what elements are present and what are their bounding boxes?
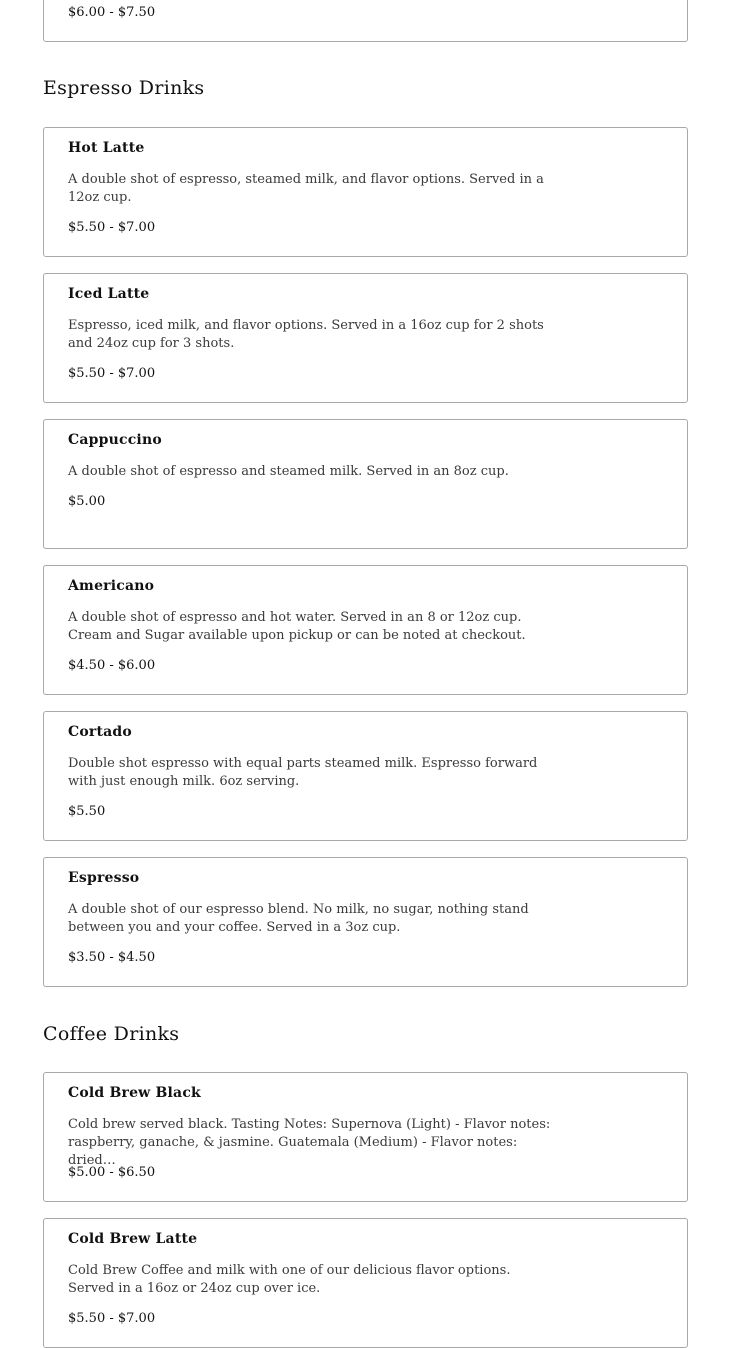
menu-item-iced-latte[interactable] — [43, 273, 688, 403]
item-name: Cold Brew Black — [68, 1085, 201, 1101]
item-price: $5.50 - $7.00 — [68, 220, 156, 235]
menu-item-americano[interactable] — [43, 565, 688, 695]
item-description: A double shot of espresso and hot water. Served in an 8 or 12oz cup. Cream and Sugar available upon pickup or can be noted at checkout. — [68, 610, 526, 643]
item-price: $5.50 - $7.00 — [68, 366, 156, 381]
section-heading-espresso-drinks: Espresso Drinks — [43, 77, 205, 99]
item-price: $5.50 — [68, 804, 106, 819]
menu-item-hot-latte[interactable] — [43, 127, 688, 257]
item-price: $3.50 - $4.50 — [68, 950, 156, 965]
item-description: A double shot of espresso and steamed milk. Served in an 8oz cup. — [68, 464, 509, 479]
menu-item-cold-brew-black[interactable] — [43, 1072, 688, 1202]
item-description: Espresso, iced milk, and flavor options. Served in a 16oz cup for 2 shots and 24oz cup for 3 shots. — [68, 318, 544, 351]
item-name: Iced Latte — [68, 286, 150, 302]
menu-item-cortado[interactable] — [43, 711, 688, 841]
item-name: Hot Latte — [68, 140, 145, 156]
item-price: $5.00 — [68, 494, 106, 509]
item-name: Cortado — [68, 724, 132, 740]
menu-item-card[interactable] — [43, 0, 688, 42]
item-name: Cold Brew Latte — [68, 1231, 198, 1247]
item-price: $5.00 - $6.50 — [68, 1165, 156, 1180]
item-price: $5.50 - $7.00 — [68, 1311, 156, 1326]
item-description: Cold Brew Coffee and milk with one of our delicious flavor options. Served in a 16oz or 24oz cup over ice. — [68, 1263, 511, 1296]
menu-item-espresso[interactable] — [43, 857, 688, 987]
menu-item-cappuccino[interactable] — [43, 419, 688, 549]
item-description: Cold brew served black. Tasting Notes: Supernova (Light) - Flavor notes: raspberry, ganache, & jasmine. Guatemala (Medium) - Flavor notes: dried… — [68, 1117, 551, 1168]
item-description: A double shot of espresso, steamed milk, and flavor options. Served in a 12oz cup. — [68, 172, 544, 205]
section-heading-coffee-drinks: Coffee Drinks — [43, 1023, 180, 1045]
item-price: $4.50 - $6.00 — [68, 658, 156, 673]
item-name: Americano — [68, 578, 155, 594]
item-name: Espresso — [68, 870, 140, 886]
item-name: Cappuccino — [68, 432, 162, 448]
menu-item-cold-brew-latte[interactable] — [43, 1218, 688, 1348]
item-description: A double shot of our espresso blend. No milk, no sugar, nothing stand between you and your coffee. Served in a 3oz cup. — [68, 902, 529, 935]
item-price: $6.00 - $7.50 — [68, 5, 156, 20]
item-description: Double shot espresso with equal parts steamed milk. Espresso forward with just enough milk. 6oz serving. — [68, 756, 538, 789]
